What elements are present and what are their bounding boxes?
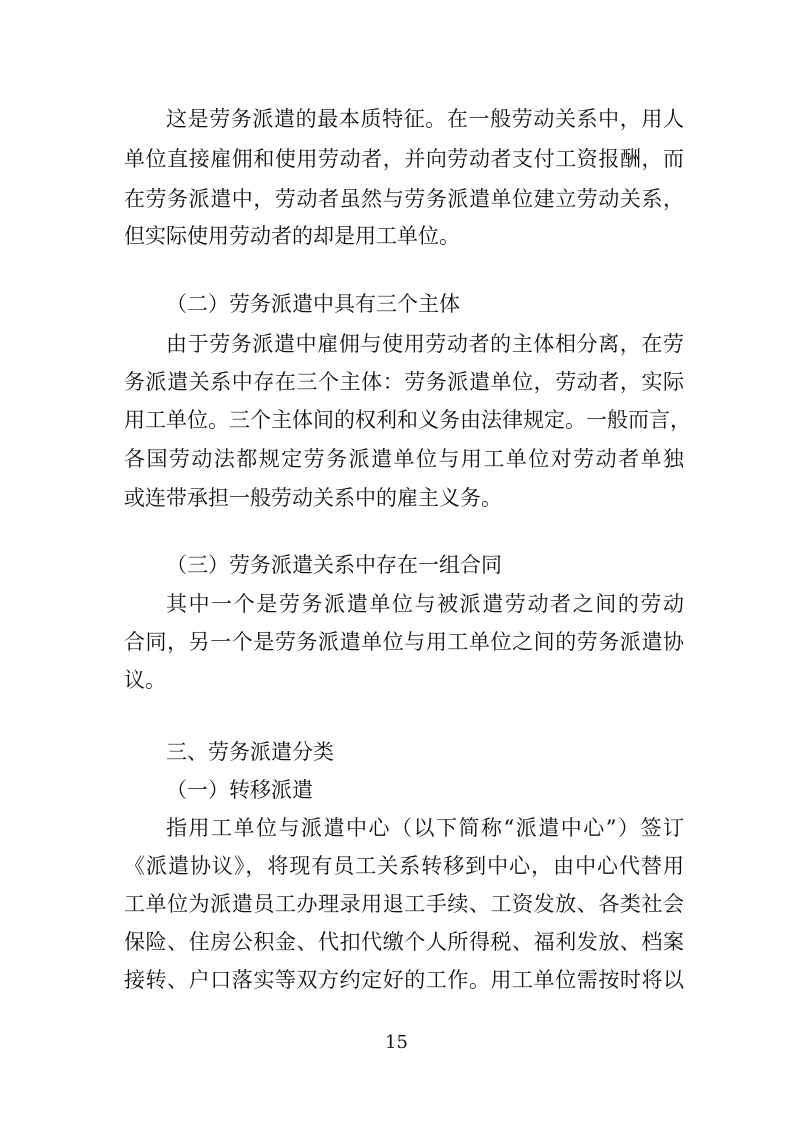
paragraph-line: 议。 <box>124 668 166 692</box>
paragraph-line: 《派遣协议》，将现有员工关系转移到中心，由中心代替用 <box>124 854 684 878</box>
paragraph-line: 合同，另一个是劳务派遣单位与用工单位之间的劳务派遣协 <box>124 630 684 654</box>
section-title: 三、劳务派遣分类 <box>166 740 334 764</box>
paragraph-line: 工单位为派遣员工办理录用退工手续、工资发放、各类社会 <box>124 892 684 916</box>
section-heading: （三）劳务派遣关系中存在一组合同 <box>166 553 502 577</box>
paragraph-line: 这是劳务派遣的最本质特征。在一般劳动关系中，用人 <box>166 107 684 131</box>
paragraph-line: 但实际使用劳动者的却是用工单位。 <box>124 224 460 248</box>
page-number: 15 <box>385 1032 408 1053</box>
paragraph-line: 或连带承担一般劳动关系中的雇主义务。 <box>124 486 502 510</box>
paragraph-line: 接转、户口落实等双方约定好的工作。用工单位需按时将以 <box>124 968 684 992</box>
paragraph-line: 单位直接雇佣和使用劳动者，并向劳动者支付工资报酬，而 <box>124 147 684 171</box>
paragraph-line: 由于劳务派遣中雇佣与使用劳动者的主体相分离，在劳 <box>166 332 684 356</box>
paragraph-line: 其中一个是劳务派遣单位与被派遣劳动者之间的劳动 <box>166 592 684 616</box>
section-heading: （二）劳务派遣中具有三个主体 <box>166 292 460 316</box>
paragraph-line: 在劳务派遣中，劳动者虽然与劳务派遣单位建立劳动关系， <box>124 187 684 211</box>
paragraph-line: 保险、住房公积金、代扣代缴个人所得税、福利发放、档案 <box>124 930 684 954</box>
paragraph-line: 指用工单位与派遣中心（以下简称“派遣中心”）签订 <box>166 816 684 840</box>
paragraph-line: 各国劳动法都规定劳务派遣单位与用工单位对劳动者单独 <box>124 447 684 471</box>
section-heading: （一）转移派遣 <box>166 778 313 802</box>
paragraph-line: 用工单位。三个主体间的权利和义务由法律规定。一般而言， <box>124 408 691 432</box>
paragraph-line: 务派遣关系中存在三个主体：劳务派遣单位，劳动者，实际 <box>124 370 684 394</box>
